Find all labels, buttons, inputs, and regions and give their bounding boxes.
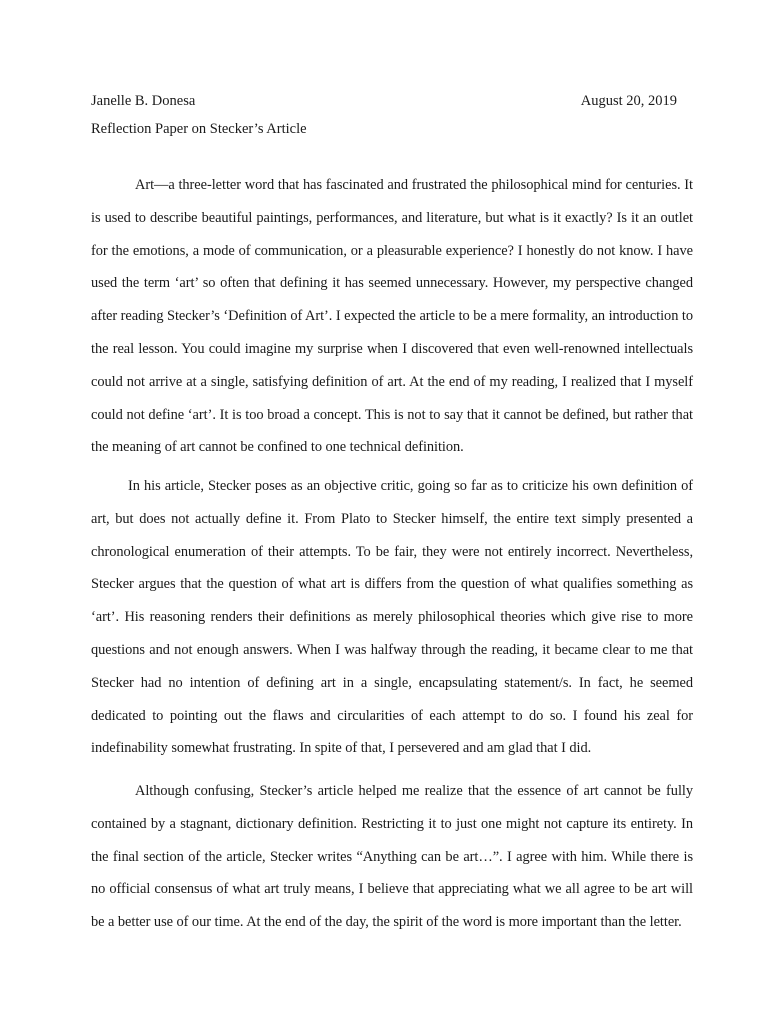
author-name: Janelle B. Donesa [91, 93, 196, 109]
paragraph-2: In his article, Stecker poses as an objective critic, going so far as to criticize his own definition of art, but does not actually define it. From Plato to Stecker himself, the entire text simply presented a chronological enumeration of their attempts. To be fair, they were not entirely incorrect. Nevertheless, Stecker argues that the question of what art is differs from the question of what qualifies something as ‘art’. His reasoning renders their definitions as merely philosophical theories which give rise to more questions and not enough answers. When I was halfway through the reading, it became clear to me that Stecker had no intention of defining art in a single, encapsulating statement/s. In fact, he seemed dedicated to pointing out the flaws and circularities of each attempt to do so. I found his zeal for indefinability somewhat frustrating. In spite of that, I persevered and am glad that I did. [91, 478, 693, 757]
document-date: August 20, 2019 [580, 93, 677, 109]
document-title: Reflection Paper on Stecker’s Article [91, 121, 307, 137]
paragraph-1: Art—a three-letter word that has fascinated and frustrated the philosophical mind for centuries. It is used to describe beautiful paintings, performances, and literature, but what is it exactly? Is it an outlet for the emotions, a mode of communication, or a pleasurable experience? I honestly do not know. I have used the term ‘art’ so often that defining it has seemed unnecessary. However, my perspective changed after reading Stecker’s ‘Definition of Art’. I expected the article to be a mere formality, an introduction to the real lesson. You could imagine my surprise when I discovered that even well-renowned intellectuals could not arrive at a single, satisfying definition of art. At the end of my reading, I realized that I myself could not define ‘art’. It is too broad a concept. This is not to say that it cannot be defined, but rather that the meaning of art cannot be confined to one technical definition. [91, 177, 693, 456]
paragraph-3: Although confusing, Stecker’s article helped me realize that the essence of art cannot be fully contained by a stagnant, dictionary definition. Restricting it to just one might not capture its entirety. In the final section of the article, Stecker writes “Anything can be art…”. I agree with him. While there is no official consensus of what art truly means, I believe that appreciating what we all agree to be art will be a better use of our time. At the end of the day, the spirit of the word is more important than the letter. [91, 783, 693, 931]
